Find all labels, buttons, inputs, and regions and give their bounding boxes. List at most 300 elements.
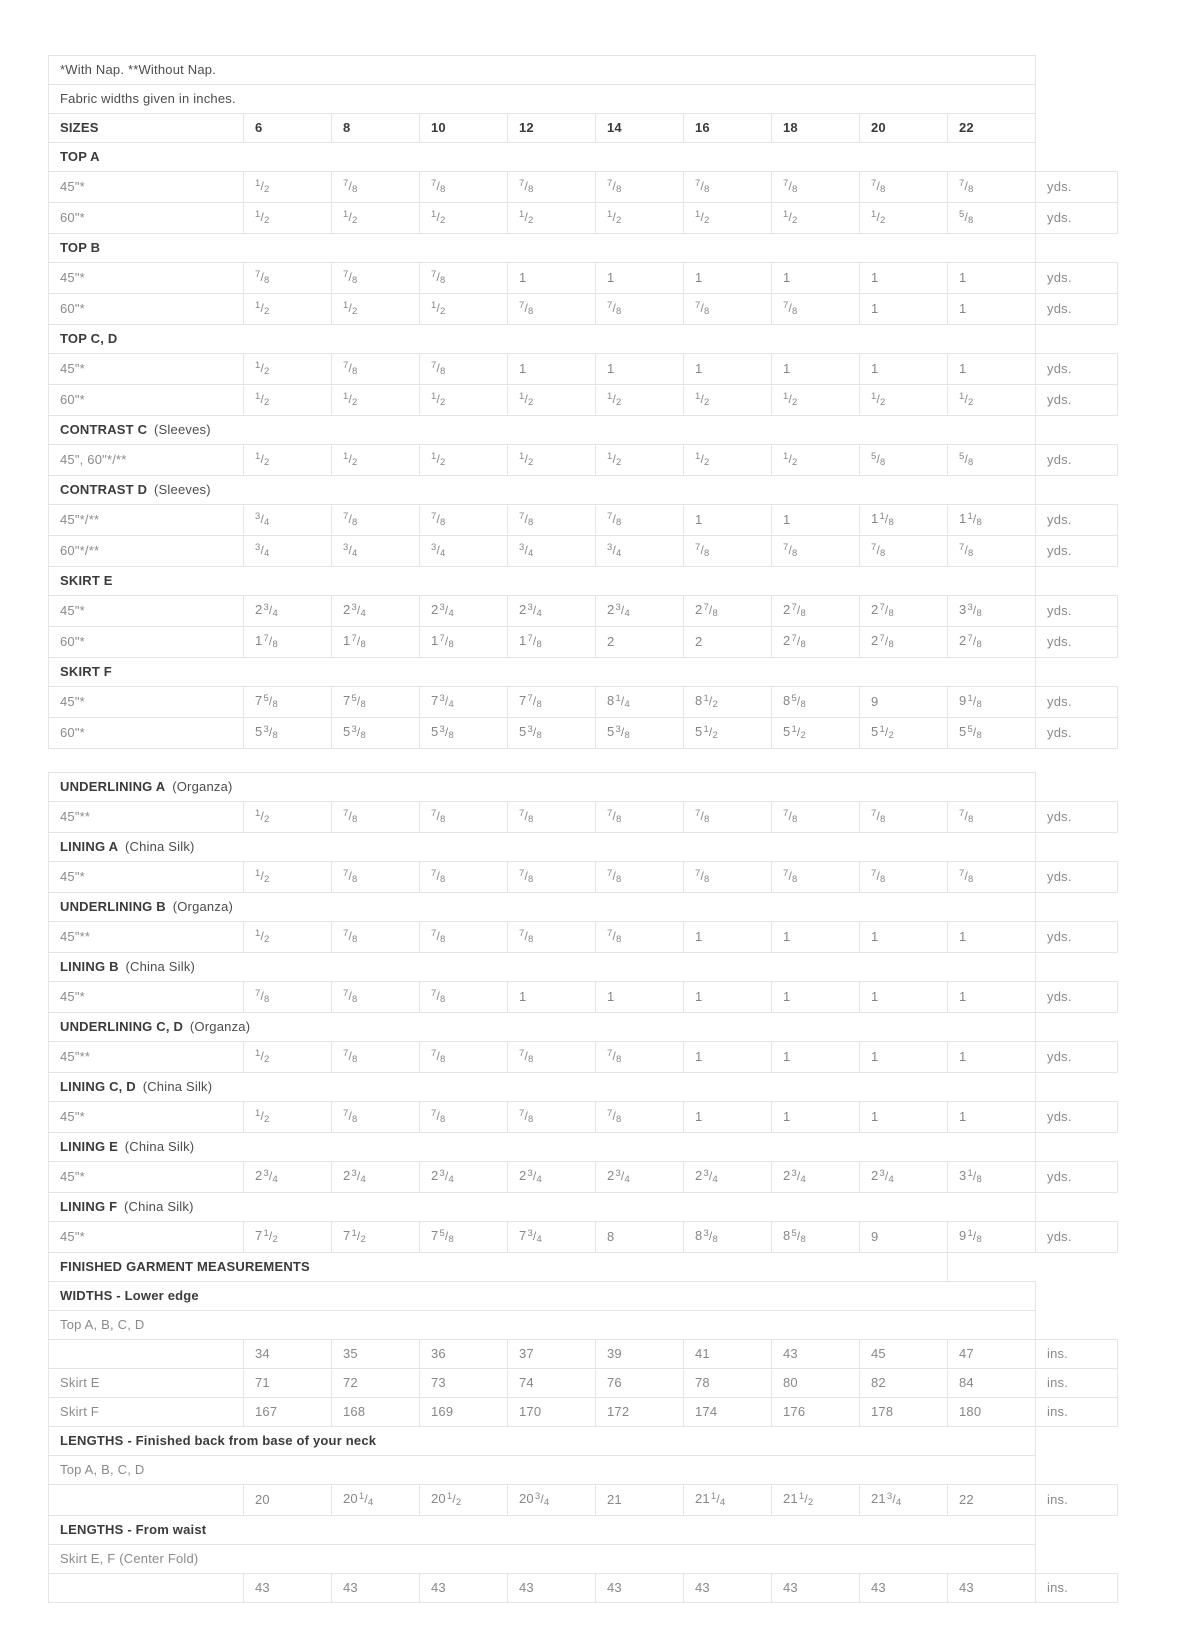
row-label — [49, 1340, 244, 1369]
value-cell: 43 — [772, 1340, 860, 1369]
unit-cell: ins. — [1036, 1485, 1118, 1516]
value-cell: 2$^3$/4 — [860, 1162, 948, 1193]
row-label: 45"* — [49, 687, 244, 718]
section-note: (Organza) — [172, 899, 234, 914]
value-cell: 1$^7$/8 — [420, 627, 508, 658]
value-cell: $^3$/4 — [596, 536, 684, 567]
table-note: Fabric widths given in inches. — [49, 85, 1036, 114]
value-cell: 71 — [244, 1369, 332, 1398]
unit-cell: ins. — [1036, 1369, 1118, 1398]
row-label: Skirt F — [49, 1398, 244, 1427]
value-cell: 2$^3$/4 — [332, 596, 420, 627]
row-label: 60"* — [49, 718, 244, 749]
value-cell: 1 — [684, 263, 772, 294]
value-cell: $^1$/2 — [244, 385, 332, 416]
data-row — [49, 1369, 1118, 1398]
value-cell: 1 — [596, 354, 684, 385]
value-cell: 1 — [508, 263, 596, 294]
value-cell: $^7$/8 — [596, 294, 684, 325]
row-label: 45"** — [49, 922, 244, 953]
size-column-header: 20 — [860, 114, 948, 143]
value-cell: 1$^7$/8 — [508, 627, 596, 658]
value-cell: $^1$/2 — [332, 385, 420, 416]
measurement-group-lengths-finished-back-from-base-of-your-neck — [49, 1427, 1118, 1456]
section-title: TOP B — [60, 240, 101, 255]
value-cell: $^5$/8 — [860, 445, 948, 476]
value-cell: $^1$/2 — [420, 445, 508, 476]
value-cell: $^7$/8 — [948, 862, 1036, 893]
value-cell: 9$^1$/8 — [948, 687, 1036, 718]
unit-cell: yds. — [1036, 718, 1118, 749]
data-row — [49, 505, 1118, 536]
value-cell: $^7$/8 — [772, 802, 860, 833]
data-row — [49, 172, 1118, 203]
value-cell: 2$^3$/4 — [332, 1162, 420, 1193]
value-cell: 43 — [332, 1574, 420, 1603]
unit-cell: yds. — [1036, 802, 1118, 833]
value-cell: $^7$/8 — [332, 802, 420, 833]
data-row — [49, 294, 1118, 325]
value-cell: $^7$/8 — [332, 982, 420, 1013]
value-cell: 3$^3$/8 — [948, 596, 1036, 627]
value-cell: $^1$/2 — [244, 445, 332, 476]
value-cell: 9 — [860, 687, 948, 718]
value-cell: $^7$/8 — [508, 1102, 596, 1133]
value-cell: 47 — [948, 1340, 1036, 1369]
value-cell: 1 — [684, 982, 772, 1013]
unit-cell: ins. — [1036, 1340, 1118, 1369]
value-cell: $^7$/8 — [332, 263, 420, 294]
size-column-header: 12 — [508, 114, 596, 143]
unit-cell: yds. — [1036, 445, 1118, 476]
value-cell: 21$^1$/4 — [684, 1485, 772, 1516]
unit-cell: yds. — [1036, 596, 1118, 627]
unit-cell: ins. — [1036, 1398, 1118, 1427]
section-note: (Sleeves) — [154, 482, 211, 497]
value-cell: 76 — [596, 1369, 684, 1398]
value-cell: 1 — [948, 354, 1036, 385]
value-cell: $^5$/8 — [948, 203, 1036, 234]
value-cell: 1 — [596, 982, 684, 1013]
unit-cell: yds. — [1036, 172, 1118, 203]
value-cell: 36 — [420, 1340, 508, 1369]
unit-cell: yds. — [1036, 862, 1118, 893]
value-cell: $^7$/8 — [684, 536, 772, 567]
measurement-subheading-row — [49, 1311, 1118, 1340]
value-cell: $^1$/2 — [420, 385, 508, 416]
data-row — [49, 982, 1118, 1013]
section-title: LINING B — [60, 959, 119, 974]
value-cell: 2$^3$/4 — [772, 1162, 860, 1193]
value-cell: 7$^1$/2 — [332, 1222, 420, 1253]
unit-cell: yds. — [1036, 354, 1118, 385]
value-cell: 1 — [948, 263, 1036, 294]
data-row — [49, 687, 1118, 718]
value-cell: $^3$/4 — [508, 536, 596, 567]
value-cell: 1 — [684, 1102, 772, 1133]
value-cell: $^1$/2 — [332, 445, 420, 476]
value-cell: $^7$/8 — [948, 536, 1036, 567]
value-cell: $^1$/2 — [420, 203, 508, 234]
value-cell: 1 — [948, 922, 1036, 953]
value-cell: 43 — [508, 1574, 596, 1603]
table-note: *With Nap. **Without Nap. — [49, 56, 1036, 85]
value-cell: $^7$/8 — [684, 294, 772, 325]
lining-and-measurements-table — [48, 772, 1118, 1603]
section-header-skirt-f — [49, 658, 1118, 687]
value-cell: $^7$/8 — [420, 1042, 508, 1073]
section-header-underlining-a — [49, 773, 1118, 802]
data-row — [49, 718, 1118, 749]
value-cell: 2 — [596, 627, 684, 658]
unit-cell: yds. — [1036, 294, 1118, 325]
section-note: (China Silk) — [124, 1139, 195, 1154]
data-row — [49, 596, 1118, 627]
value-cell: $^7$/8 — [596, 172, 684, 203]
value-cell: $^7$/8 — [860, 802, 948, 833]
value-cell: 21$^3$/4 — [860, 1485, 948, 1516]
size-column-header: 22 — [948, 114, 1036, 143]
value-cell: $^7$/8 — [684, 862, 772, 893]
section-note: (Sleeves) — [154, 422, 211, 437]
value-cell: 1 — [508, 982, 596, 1013]
value-cell: 20$^1$/2 — [420, 1485, 508, 1516]
value-cell: 176 — [772, 1398, 860, 1427]
value-cell: 7$^3$/4 — [508, 1222, 596, 1253]
value-cell: $^1$/2 — [684, 203, 772, 234]
value-cell: 170 — [508, 1398, 596, 1427]
value-cell: $^7$/8 — [596, 862, 684, 893]
value-cell: 1$^1$/8 — [860, 505, 948, 536]
value-cell: 8$^3$/8 — [684, 1222, 772, 1253]
section-title: UNDERLINING B — [60, 899, 166, 914]
measurement-group-heading: WIDTHS - Lower edge — [49, 1282, 1036, 1311]
section-note: (Organza) — [189, 1019, 251, 1034]
value-cell: 7$^5$/8 — [420, 1222, 508, 1253]
value-cell: 174 — [684, 1398, 772, 1427]
row-label — [49, 1485, 244, 1516]
data-row — [49, 1102, 1118, 1133]
value-cell: 3$^1$/8 — [948, 1162, 1036, 1193]
value-cell: $^3$/4 — [244, 536, 332, 567]
row-label — [49, 1574, 244, 1603]
unit-cell: yds. — [1036, 1222, 1118, 1253]
value-cell: $^7$/8 — [772, 172, 860, 203]
value-cell: $^7$/8 — [420, 802, 508, 833]
value-cell: 43 — [420, 1574, 508, 1603]
value-cell: 43 — [948, 1574, 1036, 1603]
fabric-yardage-table — [48, 55, 1118, 749]
data-row — [49, 1222, 1118, 1253]
data-row — [49, 1340, 1118, 1369]
section-title: LINING F — [60, 1199, 118, 1214]
value-cell: $^1$/2 — [684, 385, 772, 416]
measurement-group-heading: LENGTHS - Finished back from base of your neck — [49, 1427, 1036, 1456]
value-cell: $^1$/2 — [332, 203, 420, 234]
value-cell: 5$^3$/8 — [596, 718, 684, 749]
section-header-contrast-d — [49, 476, 1118, 505]
value-cell: $^7$/8 — [596, 1042, 684, 1073]
value-cell: 1 — [860, 1102, 948, 1133]
data-row — [49, 1574, 1118, 1603]
value-cell: $^1$/2 — [508, 445, 596, 476]
value-cell: $^7$/8 — [772, 862, 860, 893]
value-cell: $^1$/2 — [684, 445, 772, 476]
value-cell: 20 — [244, 1485, 332, 1516]
unit-cell: yds. — [1036, 687, 1118, 718]
value-cell: 2$^7$/8 — [860, 596, 948, 627]
value-cell: $^1$/2 — [860, 203, 948, 234]
value-cell: $^1$/2 — [772, 385, 860, 416]
section-header-lining-a — [49, 833, 1118, 862]
value-cell: 2$^3$/4 — [596, 1162, 684, 1193]
value-cell: 2$^7$/8 — [684, 596, 772, 627]
unit-cell: yds. — [1036, 263, 1118, 294]
value-cell: 20$^3$/4 — [508, 1485, 596, 1516]
value-cell: 1 — [772, 263, 860, 294]
value-cell: 1 — [684, 922, 772, 953]
value-cell: 74 — [508, 1369, 596, 1398]
value-cell: 80 — [772, 1369, 860, 1398]
value-cell: $^7$/8 — [860, 172, 948, 203]
value-cell: $^7$/8 — [332, 1042, 420, 1073]
data-row — [49, 1398, 1118, 1427]
value-cell: 172 — [596, 1398, 684, 1427]
data-row — [49, 1162, 1118, 1193]
unit-cell: yds. — [1036, 505, 1118, 536]
table-block-gap — [48, 749, 1200, 772]
value-cell: $^1$/2 — [244, 1042, 332, 1073]
section-header-skirt-e — [49, 567, 1118, 596]
value-cell: $^7$/8 — [332, 505, 420, 536]
section-title: TOP C, D — [60, 331, 118, 346]
data-row — [49, 862, 1118, 893]
value-cell: $^7$/8 — [420, 172, 508, 203]
section-note: (China Silk) — [125, 959, 196, 974]
row-label: 60"* — [49, 294, 244, 325]
measurement-group-heading: LENGTHS - From waist — [49, 1516, 1036, 1545]
value-cell: 180 — [948, 1398, 1036, 1427]
row-label: 45"* — [49, 982, 244, 1013]
value-cell: $^1$/2 — [596, 385, 684, 416]
section-title: TOP A — [60, 149, 100, 164]
value-cell: 20$^1$/4 — [332, 1485, 420, 1516]
unit-cell: yds. — [1036, 203, 1118, 234]
value-cell: $^7$/8 — [860, 862, 948, 893]
value-cell: $^7$/8 — [508, 862, 596, 893]
value-cell: 7$^5$/8 — [332, 687, 420, 718]
unit-cell: yds. — [1036, 536, 1118, 567]
value-cell: 2$^7$/8 — [772, 596, 860, 627]
value-cell: $^1$/2 — [420, 294, 508, 325]
value-cell: 8$^5$/8 — [772, 1222, 860, 1253]
size-column-header: 6 — [244, 114, 332, 143]
section-note: (China Silk) — [124, 839, 195, 854]
value-cell: 5$^5$/8 — [948, 718, 1036, 749]
measurements-title-row — [49, 1253, 1118, 1282]
value-cell: $^1$/2 — [860, 385, 948, 416]
value-cell: $^1$/2 — [332, 294, 420, 325]
data-row — [49, 1042, 1118, 1073]
measurements-title: FINISHED GARMENT MEASUREMENTS — [49, 1253, 948, 1282]
value-cell: 1 — [684, 354, 772, 385]
row-label: 45"* — [49, 354, 244, 385]
value-cell: $^1$/2 — [772, 445, 860, 476]
value-cell: 43 — [596, 1574, 684, 1603]
row-label: 45"* — [49, 596, 244, 627]
value-cell: 169 — [420, 1398, 508, 1427]
value-cell: $^7$/8 — [508, 802, 596, 833]
value-cell: 43 — [860, 1574, 948, 1603]
value-cell: $^7$/8 — [508, 505, 596, 536]
value-cell: $^7$/8 — [332, 922, 420, 953]
value-cell: 7$^1$/2 — [244, 1222, 332, 1253]
value-cell: 1 — [948, 1042, 1036, 1073]
section-header-underlining-b — [49, 893, 1118, 922]
value-cell: $^1$/2 — [244, 172, 332, 203]
value-cell: $^1$/2 — [244, 862, 332, 893]
value-cell: 7$^3$/4 — [420, 687, 508, 718]
unit-cell: yds. — [1036, 982, 1118, 1013]
sizes-label: SIZES — [49, 114, 244, 143]
value-cell: 7$^5$/8 — [244, 687, 332, 718]
value-cell: 84 — [948, 1369, 1036, 1398]
section-title: LINING A — [60, 839, 119, 854]
data-row — [49, 385, 1118, 416]
value-cell: $^3$/4 — [420, 536, 508, 567]
value-cell: 9 — [860, 1222, 948, 1253]
section-note: (China Silk) — [124, 1199, 194, 1214]
value-cell: 1 — [772, 982, 860, 1013]
value-cell: 1 — [948, 982, 1036, 1013]
value-cell: 34 — [244, 1340, 332, 1369]
data-row — [49, 536, 1118, 567]
section-title: SKIRT E — [60, 573, 113, 588]
value-cell: $^1$/2 — [244, 802, 332, 833]
value-cell: 1 — [948, 294, 1036, 325]
value-cell: 8$^5$/8 — [772, 687, 860, 718]
row-label: 45"** — [49, 802, 244, 833]
value-cell: $^7$/8 — [244, 982, 332, 1013]
row-label: 45"* — [49, 862, 244, 893]
value-cell: 35 — [332, 1340, 420, 1369]
value-cell: 45 — [860, 1340, 948, 1369]
value-cell: $^3$/4 — [332, 536, 420, 567]
value-cell: 1 — [948, 1102, 1036, 1133]
value-cell: 21$^1$/2 — [772, 1485, 860, 1516]
value-cell: 2$^7$/8 — [772, 627, 860, 658]
value-cell: $^7$/8 — [684, 172, 772, 203]
value-cell: $^1$/2 — [508, 203, 596, 234]
value-cell: 5$^3$/8 — [420, 718, 508, 749]
section-title: UNDERLINING C, D — [60, 1019, 184, 1034]
value-cell: 43 — [244, 1574, 332, 1603]
measurement-subheading: Top A, B, C, D — [49, 1311, 1036, 1340]
value-cell: 1$^7$/8 — [244, 627, 332, 658]
value-cell: $^1$/2 — [244, 294, 332, 325]
value-cell: $^1$/2 — [596, 445, 684, 476]
row-label: 45"* — [49, 172, 244, 203]
value-cell: $^1$/2 — [244, 922, 332, 953]
value-cell: 8 — [596, 1222, 684, 1253]
section-title: LINING C, D — [60, 1079, 136, 1094]
value-cell: 1 — [772, 922, 860, 953]
value-cell: 1$^7$/8 — [332, 627, 420, 658]
value-cell: $^7$/8 — [420, 505, 508, 536]
section-title: LINING E — [60, 1139, 118, 1154]
unit-cell: yds. — [1036, 1162, 1118, 1193]
size-column-header: 8 — [332, 114, 420, 143]
row-label: 60"*/** — [49, 536, 244, 567]
value-cell: $^7$/8 — [244, 263, 332, 294]
value-cell: $^7$/8 — [332, 354, 420, 385]
value-cell: 2$^3$/4 — [420, 1162, 508, 1193]
value-cell: $^7$/8 — [332, 1102, 420, 1133]
value-cell: 5$^1$/2 — [684, 718, 772, 749]
row-label: Skirt E — [49, 1369, 244, 1398]
measurement-subheading-row — [49, 1545, 1118, 1574]
value-cell: $^1$/2 — [596, 203, 684, 234]
value-cell: 37 — [508, 1340, 596, 1369]
value-cell: 43 — [684, 1574, 772, 1603]
row-label: 60"* — [49, 627, 244, 658]
section-header-lining-b — [49, 953, 1118, 982]
value-cell: $^7$/8 — [332, 862, 420, 893]
value-cell: 168 — [332, 1398, 420, 1427]
size-column-header: 18 — [772, 114, 860, 143]
row-label: 60"* — [49, 385, 244, 416]
data-row — [49, 627, 1118, 658]
row-label: 45"** — [49, 1042, 244, 1073]
section-header-lining-e — [49, 1133, 1118, 1162]
value-cell: 2 — [684, 627, 772, 658]
value-cell: 72 — [332, 1369, 420, 1398]
value-cell: $^7$/8 — [332, 172, 420, 203]
data-row — [49, 1485, 1118, 1516]
value-cell: $^7$/8 — [508, 1042, 596, 1073]
row-label: 45"*/** — [49, 505, 244, 536]
section-header-contrast-c — [49, 416, 1118, 445]
value-cell: $^7$/8 — [596, 1102, 684, 1133]
value-cell: $^1$/2 — [244, 354, 332, 385]
value-cell: 9$^1$/8 — [948, 1222, 1036, 1253]
section-title: CONTRAST C — [60, 422, 148, 437]
size-column-header: 16 — [684, 114, 772, 143]
value-cell: $^7$/8 — [948, 172, 1036, 203]
value-cell: $^7$/8 — [420, 354, 508, 385]
value-cell: 167 — [244, 1398, 332, 1427]
value-cell: $^5$/8 — [948, 445, 1036, 476]
size-column-header: 14 — [596, 114, 684, 143]
value-cell: 2$^3$/4 — [596, 596, 684, 627]
measurement-group-widths-lower-edge — [49, 1282, 1118, 1311]
row-label: 45"* — [49, 1162, 244, 1193]
measurement-subheading: Skirt E, F (Center Fold) — [49, 1545, 1036, 1574]
value-cell: $^7$/8 — [420, 922, 508, 953]
data-row — [49, 802, 1118, 833]
value-cell: 1 — [860, 354, 948, 385]
value-cell: 22 — [948, 1485, 1036, 1516]
section-header-lining-c-d — [49, 1073, 1118, 1102]
value-cell: 7$^7$/8 — [508, 687, 596, 718]
value-cell: 1 — [508, 354, 596, 385]
value-cell: 78 — [684, 1369, 772, 1398]
value-cell: $^7$/8 — [508, 172, 596, 203]
value-cell: 5$^3$/8 — [244, 718, 332, 749]
value-cell: 82 — [860, 1369, 948, 1398]
value-cell: 8$^1$/2 — [684, 687, 772, 718]
value-cell: 1 — [860, 982, 948, 1013]
